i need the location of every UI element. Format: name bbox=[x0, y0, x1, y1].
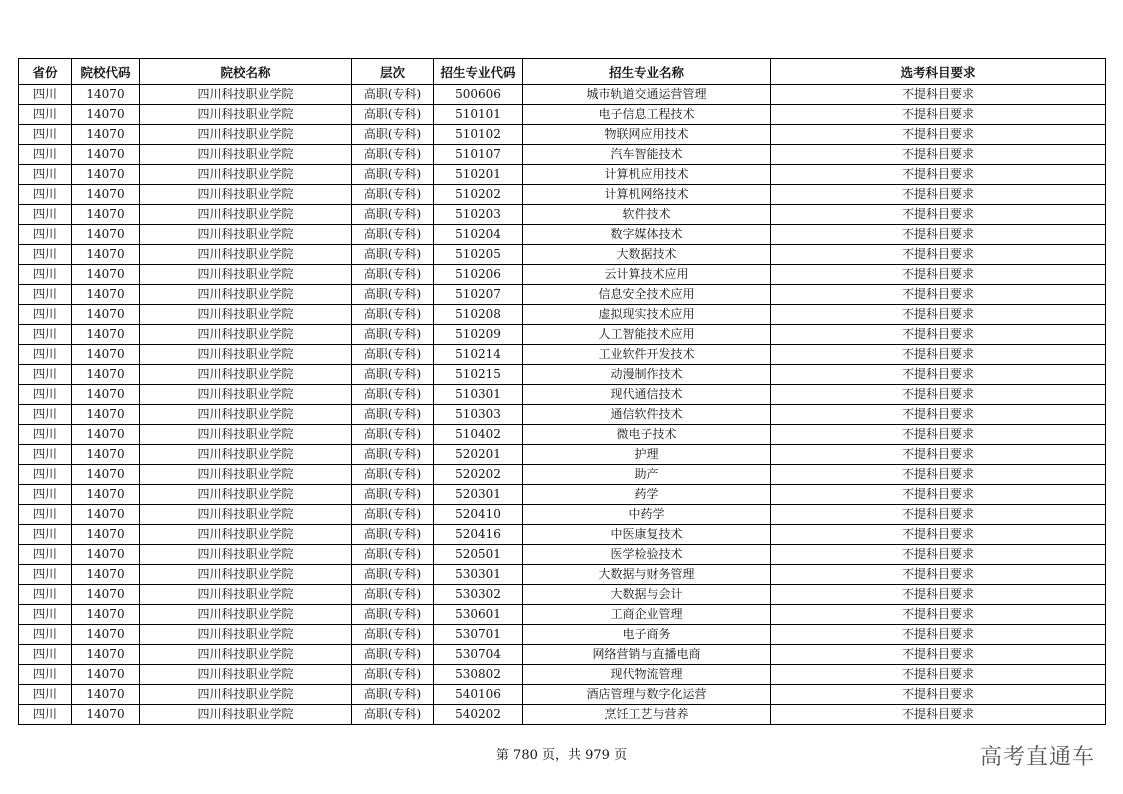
table-body bbox=[19, 85, 1106, 725]
cell-major-code: 510204 bbox=[434, 225, 523, 245]
cell-major-name: 通信软件技术 bbox=[523, 405, 771, 425]
cell-level: 高职(专科) bbox=[352, 205, 434, 225]
cell-subject-requirement: 不提科目要求 bbox=[771, 225, 1106, 245]
table-row bbox=[19, 565, 1106, 585]
cell-major-name: 中药学 bbox=[523, 505, 771, 525]
cell-subject-requirement: 不提科目要求 bbox=[771, 245, 1106, 265]
cell-school-code: 14070 bbox=[72, 85, 140, 105]
table-row bbox=[19, 705, 1106, 725]
table-row bbox=[19, 285, 1106, 305]
cell-school-name: 四川科技职业学院 bbox=[140, 225, 352, 245]
cell-major-name: 护理 bbox=[523, 445, 771, 465]
cell-major-name: 计算机应用技术 bbox=[523, 165, 771, 185]
cell-level: 高职(专科) bbox=[352, 505, 434, 525]
cell-school-name: 四川科技职业学院 bbox=[140, 125, 352, 145]
cell-school-name: 四川科技职业学院 bbox=[140, 485, 352, 505]
cell-province: 四川 bbox=[19, 225, 72, 245]
cell-province: 四川 bbox=[19, 705, 72, 725]
cell-major-name: 工商企业管理 bbox=[523, 605, 771, 625]
cell-major-code: 530301 bbox=[434, 565, 523, 585]
cell-school-code: 14070 bbox=[72, 485, 140, 505]
cell-province: 四川 bbox=[19, 605, 72, 625]
cell-major-code: 510208 bbox=[434, 305, 523, 325]
cell-subject-requirement: 不提科目要求 bbox=[771, 525, 1106, 545]
table-row bbox=[19, 605, 1106, 625]
cell-major-code: 510205 bbox=[434, 245, 523, 265]
table-row bbox=[19, 265, 1106, 285]
table-row bbox=[19, 165, 1106, 185]
cell-school-code: 14070 bbox=[72, 105, 140, 125]
cell-province: 四川 bbox=[19, 125, 72, 145]
cell-province: 四川 bbox=[19, 385, 72, 405]
cell-major-code: 510202 bbox=[434, 185, 523, 205]
header-school-name: 院校名称 bbox=[140, 59, 352, 85]
cell-school-name: 四川科技职业学院 bbox=[140, 445, 352, 465]
cell-major-name: 动漫制作技术 bbox=[523, 365, 771, 385]
cell-school-code: 14070 bbox=[72, 225, 140, 245]
cell-major-name: 工业软件开发技术 bbox=[523, 345, 771, 365]
cell-subject-requirement: 不提科目要求 bbox=[771, 625, 1106, 645]
cell-province: 四川 bbox=[19, 565, 72, 585]
cell-school-code: 14070 bbox=[72, 345, 140, 365]
cell-level: 高职(专科) bbox=[352, 165, 434, 185]
cell-major-name: 中医康复技术 bbox=[523, 525, 771, 545]
cell-school-code: 14070 bbox=[72, 525, 140, 545]
cell-province: 四川 bbox=[19, 665, 72, 685]
cell-subject-requirement: 不提科目要求 bbox=[771, 345, 1106, 365]
cell-level: 高职(专科) bbox=[352, 185, 434, 205]
cell-subject-requirement: 不提科目要求 bbox=[771, 685, 1106, 705]
cell-major-name: 大数据与会计 bbox=[523, 585, 771, 605]
cell-school-name: 四川科技职业学院 bbox=[140, 105, 352, 125]
cell-province: 四川 bbox=[19, 245, 72, 265]
cell-major-name: 软件技术 bbox=[523, 205, 771, 225]
table-row bbox=[19, 525, 1106, 545]
cell-school-name: 四川科技职业学院 bbox=[140, 165, 352, 185]
cell-school-code: 14070 bbox=[72, 665, 140, 685]
cell-province: 四川 bbox=[19, 425, 72, 445]
cell-subject-requirement: 不提科目要求 bbox=[771, 145, 1106, 165]
cell-level: 高职(专科) bbox=[352, 705, 434, 725]
cell-major-code: 500606 bbox=[434, 85, 523, 105]
cell-province: 四川 bbox=[19, 525, 72, 545]
cell-major-name: 大数据与财务管理 bbox=[523, 565, 771, 585]
cell-subject-requirement: 不提科目要求 bbox=[771, 365, 1106, 385]
header-subject-requirement: 选考科目要求 bbox=[771, 59, 1106, 85]
table-row bbox=[19, 405, 1106, 425]
cell-major-name: 大数据技术 bbox=[523, 245, 771, 265]
cell-school-name: 四川科技职业学院 bbox=[140, 585, 352, 605]
cell-province: 四川 bbox=[19, 345, 72, 365]
table-row bbox=[19, 385, 1106, 405]
cell-province: 四川 bbox=[19, 405, 72, 425]
cell-major-code: 530802 bbox=[434, 665, 523, 685]
watermark-logo: 高考直通车 bbox=[979, 745, 1095, 770]
cell-subject-requirement: 不提科目要求 bbox=[771, 305, 1106, 325]
admissions-table bbox=[18, 58, 1106, 725]
cell-major-code: 510301 bbox=[434, 385, 523, 405]
cell-subject-requirement: 不提科目要求 bbox=[771, 485, 1106, 505]
cell-school-name: 四川科技职业学院 bbox=[140, 345, 352, 365]
cell-level: 高职(专科) bbox=[352, 85, 434, 105]
cell-level: 高职(专科) bbox=[352, 585, 434, 605]
cell-school-code: 14070 bbox=[72, 265, 140, 285]
cell-province: 四川 bbox=[19, 645, 72, 665]
cell-level: 高职(专科) bbox=[352, 125, 434, 145]
cell-subject-requirement: 不提科目要求 bbox=[771, 565, 1106, 585]
table-row bbox=[19, 625, 1106, 645]
cell-subject-requirement: 不提科目要求 bbox=[771, 605, 1106, 625]
page-number: 第 780 页，共 979 页 bbox=[495, 748, 628, 763]
table-row bbox=[19, 445, 1106, 465]
cell-level: 高职(专科) bbox=[352, 445, 434, 465]
cell-school-code: 14070 bbox=[72, 145, 140, 165]
cell-major-name: 城市轨道交通运营管理 bbox=[523, 85, 771, 105]
cell-major-code: 540202 bbox=[434, 705, 523, 725]
table-row bbox=[19, 245, 1106, 265]
cell-province: 四川 bbox=[19, 145, 72, 165]
cell-school-name: 四川科技职业学院 bbox=[140, 145, 352, 165]
cell-major-code: 510201 bbox=[434, 165, 523, 185]
cell-school-name: 四川科技职业学院 bbox=[140, 665, 352, 685]
cell-province: 四川 bbox=[19, 685, 72, 705]
table-row bbox=[19, 225, 1106, 245]
cell-school-code: 14070 bbox=[72, 565, 140, 585]
cell-major-code: 510303 bbox=[434, 405, 523, 425]
cell-subject-requirement: 不提科目要求 bbox=[771, 405, 1106, 425]
header-major-code: 招生专业代码 bbox=[434, 59, 523, 85]
cell-school-name: 四川科技职业学院 bbox=[140, 525, 352, 545]
table-row bbox=[19, 505, 1106, 525]
cell-major-code: 510101 bbox=[434, 105, 523, 125]
cell-province: 四川 bbox=[19, 465, 72, 485]
cell-province: 四川 bbox=[19, 585, 72, 605]
cell-school-name: 四川科技职业学院 bbox=[140, 705, 352, 725]
cell-school-name: 四川科技职业学院 bbox=[140, 545, 352, 565]
cell-school-code: 14070 bbox=[72, 545, 140, 565]
cell-major-name: 现代物流管理 bbox=[523, 665, 771, 685]
cell-major-name: 信息安全技术应用 bbox=[523, 285, 771, 305]
cell-school-code: 14070 bbox=[72, 245, 140, 265]
cell-school-name: 四川科技职业学院 bbox=[140, 605, 352, 625]
cell-level: 高职(专科) bbox=[352, 265, 434, 285]
cell-province: 四川 bbox=[19, 545, 72, 565]
cell-major-code: 510209 bbox=[434, 325, 523, 345]
cell-province: 四川 bbox=[19, 265, 72, 285]
cell-subject-requirement: 不提科目要求 bbox=[771, 165, 1106, 185]
cell-subject-requirement: 不提科目要求 bbox=[771, 385, 1106, 405]
cell-school-name: 四川科技职业学院 bbox=[140, 285, 352, 305]
cell-school-code: 14070 bbox=[72, 365, 140, 385]
cell-province: 四川 bbox=[19, 185, 72, 205]
header-major-name: 招生专业名称 bbox=[523, 59, 771, 85]
cell-school-name: 四川科技职业学院 bbox=[140, 325, 352, 345]
cell-major-name: 网络营销与直播电商 bbox=[523, 645, 771, 665]
cell-major-code: 530701 bbox=[434, 625, 523, 645]
cell-subject-requirement: 不提科目要求 bbox=[771, 205, 1106, 225]
cell-school-code: 14070 bbox=[72, 185, 140, 205]
cell-major-name: 烹饪工艺与营养 bbox=[523, 705, 771, 725]
cell-school-code: 14070 bbox=[72, 705, 140, 725]
cell-level: 高职(专科) bbox=[352, 665, 434, 685]
cell-province: 四川 bbox=[19, 325, 72, 345]
cell-major-code: 510206 bbox=[434, 265, 523, 285]
cell-school-name: 四川科技职业学院 bbox=[140, 245, 352, 265]
cell-major-name: 助产 bbox=[523, 465, 771, 485]
table-row bbox=[19, 305, 1106, 325]
cell-level: 高职(专科) bbox=[352, 485, 434, 505]
cell-major-code: 510107 bbox=[434, 145, 523, 165]
table-row bbox=[19, 85, 1106, 105]
cell-major-code: 510402 bbox=[434, 425, 523, 445]
cell-level: 高职(专科) bbox=[352, 405, 434, 425]
cell-school-code: 14070 bbox=[72, 205, 140, 225]
cell-school-code: 14070 bbox=[72, 685, 140, 705]
cell-major-code: 520410 bbox=[434, 505, 523, 525]
cell-school-name: 四川科技职业学院 bbox=[140, 405, 352, 425]
cell-level: 高职(专科) bbox=[352, 105, 434, 125]
cell-province: 四川 bbox=[19, 625, 72, 645]
cell-major-name: 计算机网络技术 bbox=[523, 185, 771, 205]
cell-subject-requirement: 不提科目要求 bbox=[771, 465, 1106, 485]
cell-subject-requirement: 不提科目要求 bbox=[771, 665, 1106, 685]
table-row bbox=[19, 365, 1106, 385]
cell-major-name: 云计算技术应用 bbox=[523, 265, 771, 285]
cell-school-name: 四川科技职业学院 bbox=[140, 685, 352, 705]
cell-school-name: 四川科技职业学院 bbox=[140, 425, 352, 445]
cell-school-code: 14070 bbox=[72, 605, 140, 625]
table-row bbox=[19, 665, 1106, 685]
cell-major-name: 汽车智能技术 bbox=[523, 145, 771, 165]
cell-subject-requirement: 不提科目要求 bbox=[771, 425, 1106, 445]
cell-school-code: 14070 bbox=[72, 585, 140, 605]
cell-major-code: 510102 bbox=[434, 125, 523, 145]
cell-major-code: 510215 bbox=[434, 365, 523, 385]
table-row bbox=[19, 485, 1106, 505]
cell-subject-requirement: 不提科目要求 bbox=[771, 445, 1106, 465]
cell-school-name: 四川科技职业学院 bbox=[140, 505, 352, 525]
cell-major-code: 540106 bbox=[434, 685, 523, 705]
table-row bbox=[19, 185, 1106, 205]
cell-level: 高职(专科) bbox=[352, 245, 434, 265]
cell-province: 四川 bbox=[19, 365, 72, 385]
cell-level: 高职(专科) bbox=[352, 645, 434, 665]
cell-major-code: 510214 bbox=[434, 345, 523, 365]
cell-school-code: 14070 bbox=[72, 125, 140, 145]
cell-province: 四川 bbox=[19, 85, 72, 105]
table-header-row bbox=[19, 59, 1106, 85]
cell-subject-requirement: 不提科目要求 bbox=[771, 505, 1106, 525]
cell-province: 四川 bbox=[19, 285, 72, 305]
cell-level: 高职(专科) bbox=[352, 325, 434, 345]
cell-school-code: 14070 bbox=[72, 645, 140, 665]
cell-school-name: 四川科技职业学院 bbox=[140, 85, 352, 105]
cell-level: 高职(专科) bbox=[352, 685, 434, 705]
cell-school-code: 14070 bbox=[72, 465, 140, 485]
table-row bbox=[19, 585, 1106, 605]
cell-level: 高职(专科) bbox=[352, 625, 434, 645]
cell-major-code: 510207 bbox=[434, 285, 523, 305]
cell-school-code: 14070 bbox=[72, 405, 140, 425]
cell-major-name: 人工智能技术应用 bbox=[523, 325, 771, 345]
table-row bbox=[19, 125, 1106, 145]
cell-major-code: 520501 bbox=[434, 545, 523, 565]
cell-school-code: 14070 bbox=[72, 325, 140, 345]
cell-school-code: 14070 bbox=[72, 425, 140, 445]
table-row bbox=[19, 425, 1106, 445]
cell-province: 四川 bbox=[19, 485, 72, 505]
cell-subject-requirement: 不提科目要求 bbox=[771, 265, 1106, 285]
table-row bbox=[19, 105, 1106, 125]
cell-level: 高职(专科) bbox=[352, 365, 434, 385]
cell-major-name: 电子信息工程技术 bbox=[523, 105, 771, 125]
cell-subject-requirement: 不提科目要求 bbox=[771, 325, 1106, 345]
cell-school-name: 四川科技职业学院 bbox=[140, 565, 352, 585]
cell-province: 四川 bbox=[19, 505, 72, 525]
cell-school-name: 四川科技职业学院 bbox=[140, 385, 352, 405]
cell-school-code: 14070 bbox=[72, 385, 140, 405]
cell-major-name: 现代通信技术 bbox=[523, 385, 771, 405]
cell-school-code: 14070 bbox=[72, 445, 140, 465]
cell-subject-requirement: 不提科目要求 bbox=[771, 185, 1106, 205]
cell-major-name: 物联网应用技术 bbox=[523, 125, 771, 145]
cell-subject-requirement: 不提科目要求 bbox=[771, 645, 1106, 665]
cell-level: 高职(专科) bbox=[352, 465, 434, 485]
cell-subject-requirement: 不提科目要求 bbox=[771, 85, 1106, 105]
cell-school-name: 四川科技职业学院 bbox=[140, 205, 352, 225]
cell-major-code: 530302 bbox=[434, 585, 523, 605]
cell-subject-requirement: 不提科目要求 bbox=[771, 545, 1106, 565]
header-province: 省份 bbox=[19, 59, 72, 85]
cell-level: 高职(专科) bbox=[352, 545, 434, 565]
cell-school-name: 四川科技职业学院 bbox=[140, 305, 352, 325]
cell-major-name: 微电子技术 bbox=[523, 425, 771, 445]
cell-province: 四川 bbox=[19, 305, 72, 325]
cell-level: 高职(专科) bbox=[352, 345, 434, 365]
cell-province: 四川 bbox=[19, 165, 72, 185]
cell-level: 高职(专科) bbox=[352, 225, 434, 245]
cell-level: 高职(专科) bbox=[352, 605, 434, 625]
cell-school-code: 14070 bbox=[72, 165, 140, 185]
cell-major-code: 510203 bbox=[434, 205, 523, 225]
cell-major-code: 520202 bbox=[434, 465, 523, 485]
cell-level: 高职(专科) bbox=[352, 425, 434, 445]
table-row bbox=[19, 205, 1106, 225]
cell-level: 高职(专科) bbox=[352, 145, 434, 165]
table-row bbox=[19, 145, 1106, 165]
cell-school-code: 14070 bbox=[72, 625, 140, 645]
header-level: 层次 bbox=[352, 59, 434, 85]
cell-school-code: 14070 bbox=[72, 505, 140, 525]
cell-major-code: 520301 bbox=[434, 485, 523, 505]
cell-major-code: 520201 bbox=[434, 445, 523, 465]
cell-major-name: 虚拟现实技术应用 bbox=[523, 305, 771, 325]
cell-major-code: 530601 bbox=[434, 605, 523, 625]
table-row bbox=[19, 545, 1106, 565]
cell-level: 高职(专科) bbox=[352, 305, 434, 325]
cell-major-code: 520416 bbox=[434, 525, 523, 545]
cell-major-name: 医学检验技术 bbox=[523, 545, 771, 565]
table-row bbox=[19, 685, 1106, 705]
cell-school-name: 四川科技职业学院 bbox=[140, 625, 352, 645]
header-school-code: 院校代码 bbox=[72, 59, 140, 85]
cell-school-name: 四川科技职业学院 bbox=[140, 465, 352, 485]
cell-level: 高职(专科) bbox=[352, 565, 434, 585]
table-row bbox=[19, 465, 1106, 485]
cell-school-name: 四川科技职业学院 bbox=[140, 365, 352, 385]
table-row bbox=[19, 325, 1106, 345]
table-row bbox=[19, 345, 1106, 365]
cell-level: 高职(专科) bbox=[352, 385, 434, 405]
cell-school-code: 14070 bbox=[72, 305, 140, 325]
cell-province: 四川 bbox=[19, 445, 72, 465]
table-row bbox=[19, 645, 1106, 665]
cell-province: 四川 bbox=[19, 105, 72, 125]
cell-subject-requirement: 不提科目要求 bbox=[771, 285, 1106, 305]
cell-subject-requirement: 不提科目要求 bbox=[771, 105, 1106, 125]
cell-school-name: 四川科技职业学院 bbox=[140, 265, 352, 285]
cell-school-name: 四川科技职业学院 bbox=[140, 645, 352, 665]
cell-level: 高职(专科) bbox=[352, 285, 434, 305]
cell-school-code: 14070 bbox=[72, 285, 140, 305]
cell-major-name: 酒店管理与数字化运营 bbox=[523, 685, 771, 705]
cell-major-name: 数字媒体技术 bbox=[523, 225, 771, 245]
cell-major-code: 530704 bbox=[434, 645, 523, 665]
cell-school-name: 四川科技职业学院 bbox=[140, 185, 352, 205]
cell-subject-requirement: 不提科目要求 bbox=[771, 125, 1106, 145]
cell-major-name: 电子商务 bbox=[523, 625, 771, 645]
cell-subject-requirement: 不提科目要求 bbox=[771, 705, 1106, 725]
cell-province: 四川 bbox=[19, 205, 72, 225]
cell-major-name: 药学 bbox=[523, 485, 771, 505]
cell-subject-requirement: 不提科目要求 bbox=[771, 585, 1106, 605]
cell-level: 高职(专科) bbox=[352, 525, 434, 545]
